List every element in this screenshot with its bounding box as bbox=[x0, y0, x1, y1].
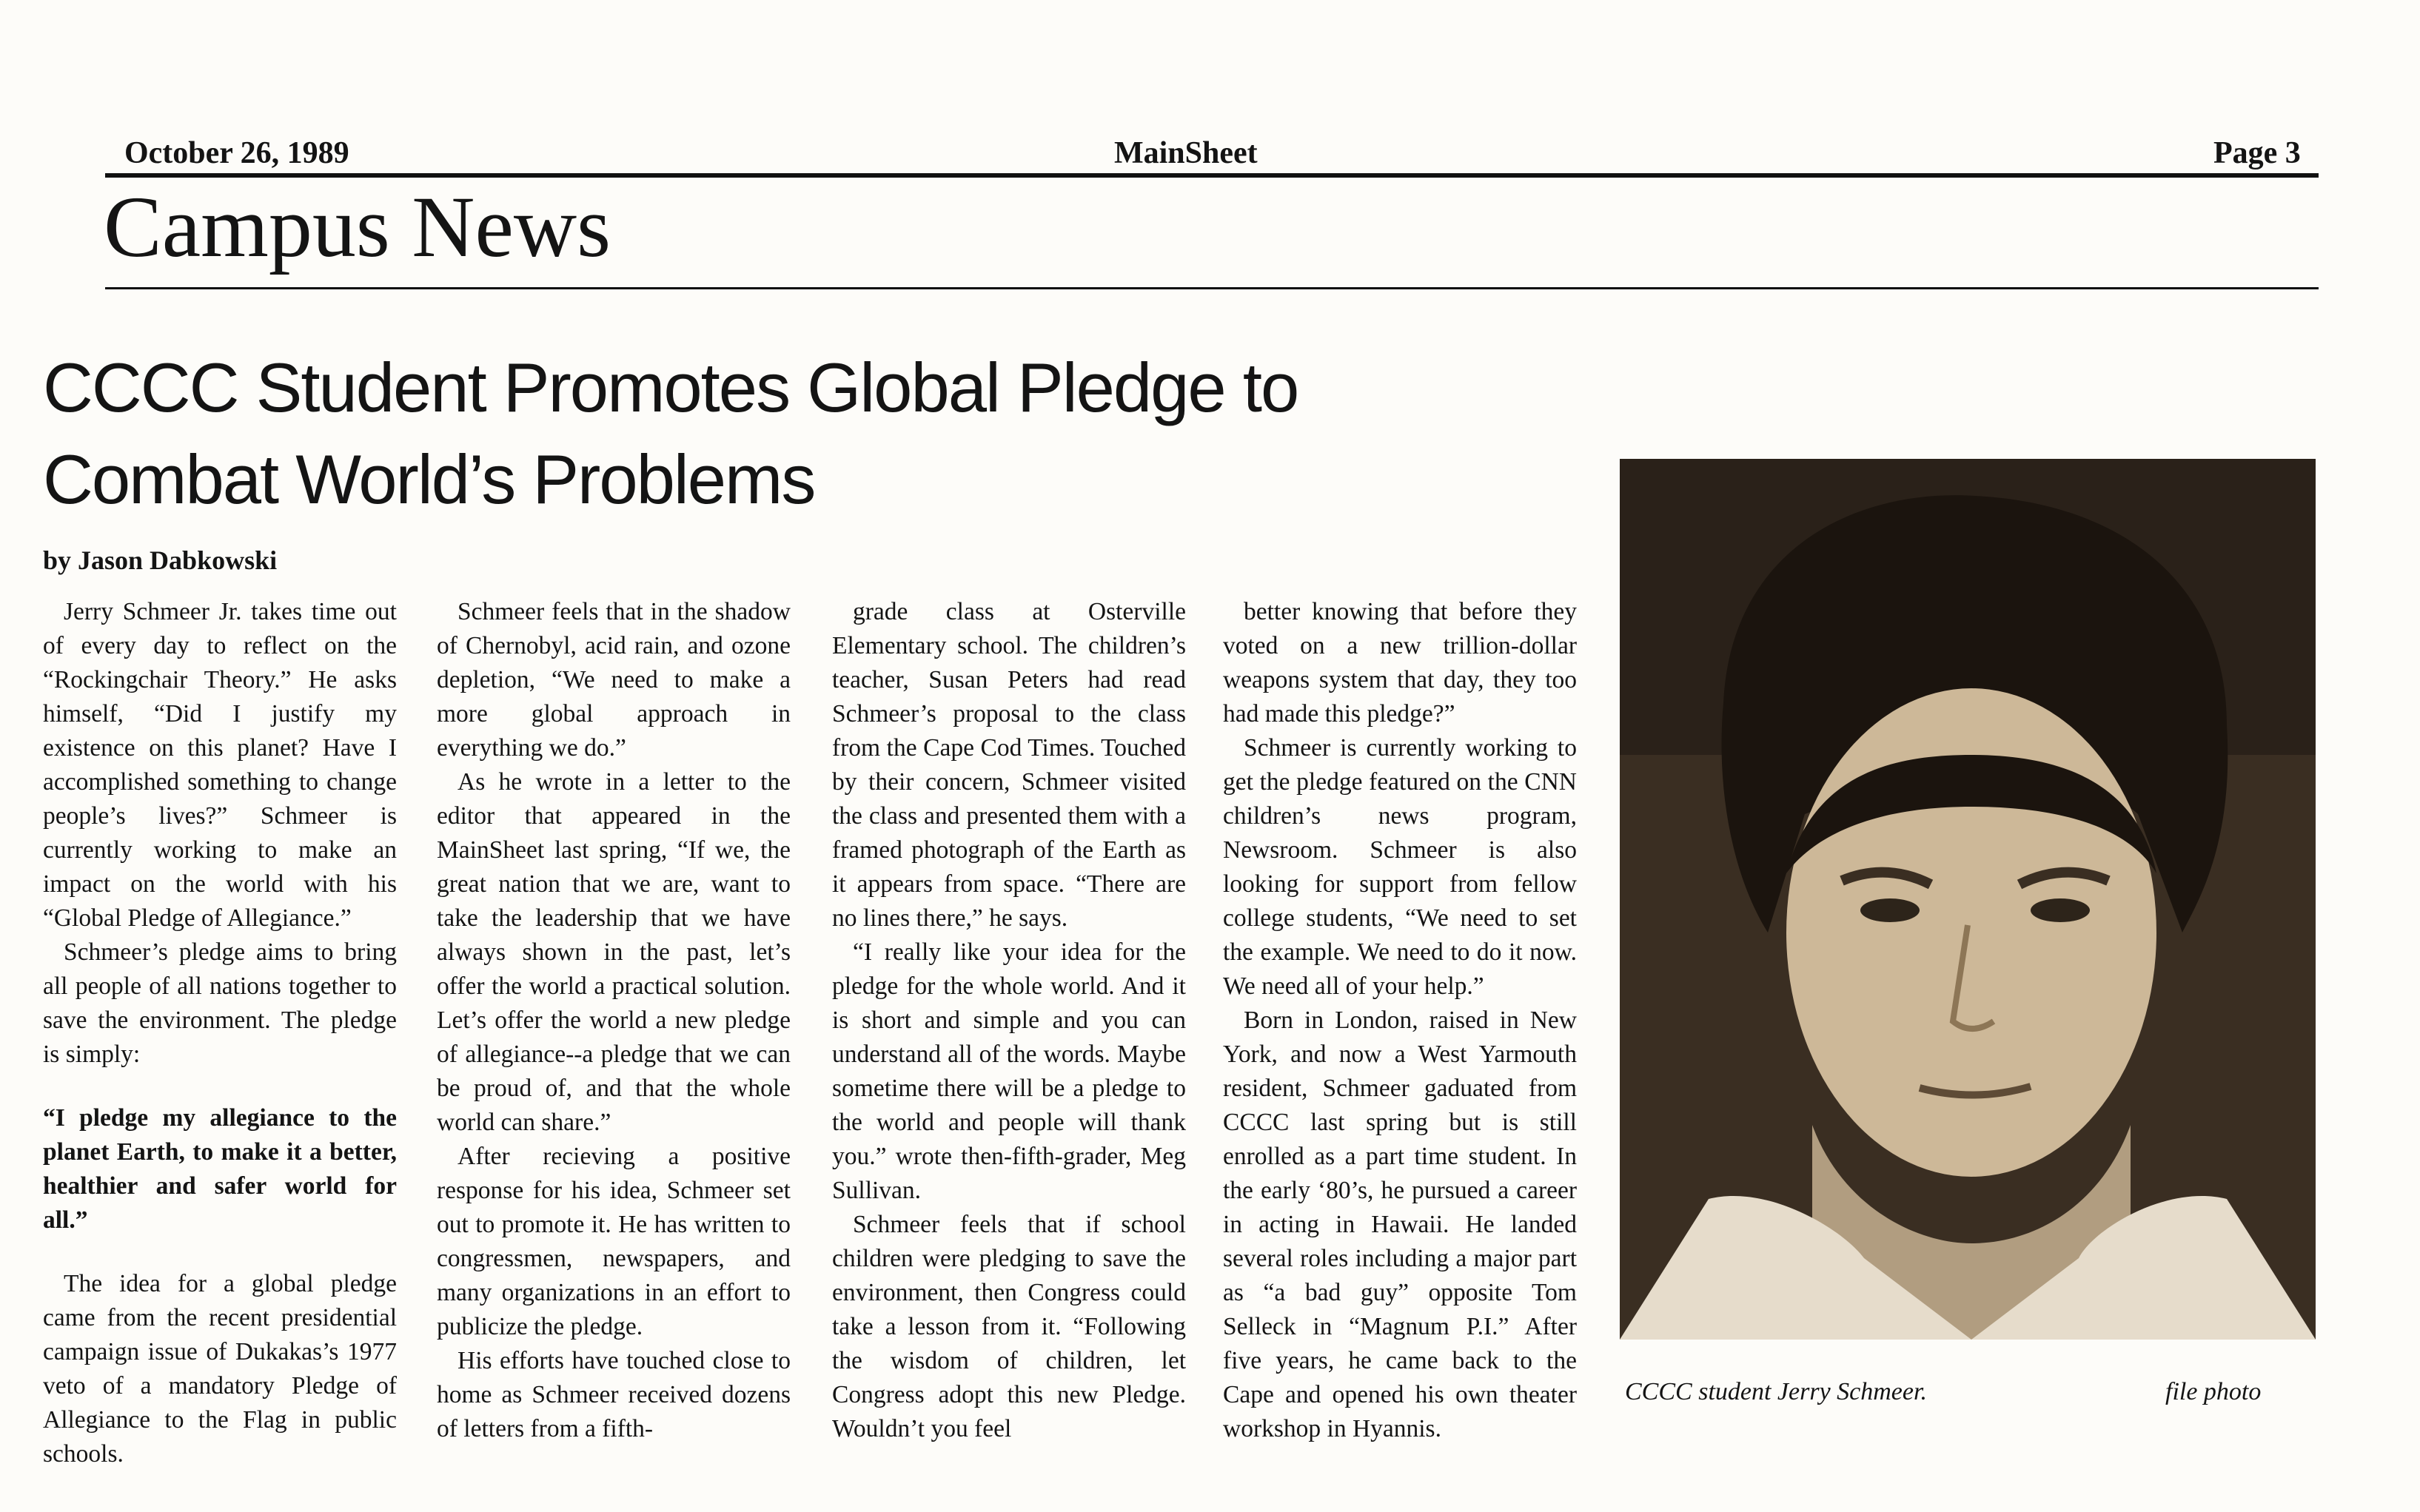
paragraph: Jerry Schmeer Jr. takes time out of every day to reflect on the “Rockingchair Theory.” He asks himself, “Did I justify my existence on this planet? Have I accomplished something to change people’s lives?” Schmeer is currently working to make an impact on the world with his “Global Pledge of Allegiance.” bbox=[43, 598, 397, 932]
issue-date: October 26, 1989 bbox=[124, 136, 349, 170]
paragraph: Schmeer feels that in the shadow of Chernobyl, acid rain, and ozone depletion, “We need to make a more global approach in everything we do.” bbox=[437, 598, 791, 762]
article-column-4 bbox=[1223, 595, 1577, 1505]
headline-line-1: CCCC Student Promotes Global Pledge to bbox=[43, 349, 1298, 426]
paragraph: Schmeer feels that if school children were pledging to save the environment, then Congress could take a lesson from it. “Following the wisdom of children, let Congress adopt this new Pledge. Wouldn’t you feel bbox=[832, 1211, 1186, 1442]
article-column-3 bbox=[832, 595, 1186, 1505]
masthead bbox=[0, 0, 2420, 275]
paragraph: “I really like your idea for the pledge for the whole world. And it is short and simple and you can understand all of the words. Maybe sometime there will be a pledge to the world and people will thank you.” wrote then-fifth-grader, Meg Sullivan. bbox=[832, 938, 1186, 1204]
paragraph: grade class at Osterville Elementary school. The children’s teacher, Susan Peters had read Schmeer’s proposal to the class from the Cape Cod Times. Touched by their concern, Schmeer visited the class and presented them with a framed photograph of the Earth as it appears from space. “There are no lines there,” he says. bbox=[832, 598, 1186, 932]
photo-credit: file photo bbox=[2165, 1378, 2262, 1405]
article-headline bbox=[43, 342, 1561, 525]
paragraph: As he wrote in a letter to the editor that appeared in the MainSheet last spring, “If we, the great nation that we are, want to take the leadership that we have always shown in the past, let’s offer the world a practical solution. Let’s offer the world a new pledge of allegiance--a pledge that we can be proud of, and that the whole world can share.” bbox=[437, 768, 791, 1136]
article-column-1 bbox=[43, 595, 397, 1505]
headline-line-2: Combat World’s Problems bbox=[43, 440, 815, 518]
paragraph: His efforts have touched close to home as Schmeer received dozens of letters from a fifth- bbox=[437, 1347, 791, 1442]
article-column-2 bbox=[437, 595, 791, 1505]
pledge-quote: “I pledge my allegiance to the planet Earth, to make it a better, healthier and safer world for all.” bbox=[43, 1104, 397, 1234]
newspaper-name: MainSheet bbox=[1114, 136, 1258, 170]
byline: by Jason Dabkowski bbox=[43, 545, 278, 575]
paragraph: The idea for a global pledge came from the recent presidential campaign issue of Dukakas’s 1977 veto of a mandatory Pledge of Allegiance to the Flag in public schools. bbox=[43, 1270, 397, 1468]
paragraph: Schmeer is currently working to get the pledge featured on the CNN children’s news program, Newsroom. Schmeer is also looking for support from fellow college students, “We need to set the example. We need to do it now. We need all of your help.” bbox=[1223, 734, 1577, 1000]
section-title: Campus News bbox=[104, 178, 611, 275]
section-rule bbox=[105, 287, 2319, 289]
portrait-illustration bbox=[1620, 459, 2316, 1340]
paragraph: Born in London, raised in New York, and now a West Yarmouth resident, Schmeer gaduated from CCCC last spring but is still enrolled as a part time student. In the early ‘80’s, he pursued a career in acting in Hawaii. He landed several roles including a major part as “a bad guy” opposite Tom Selleck in “Magnum P.I.” After five years, he came back to the Cape and opened his own theater workshop in Hyannis. bbox=[1223, 1007, 1577, 1442]
paragraph: Schmeer’s pledge aims to bring all people of all nations together to save the environment. The pledge is simply: bbox=[43, 938, 397, 1068]
page-number: Page 3 bbox=[2213, 136, 2301, 170]
paragraph: better knowing that before they voted on a new trillion-dollar weapons system that day, they too had made this pledge?” bbox=[1223, 598, 1577, 728]
paragraph: After recieving a positive response for his idea, Schmeer set out to promote it. He has written to congressmen, newspapers, and many organizations in an effort to publicize the pledge. bbox=[437, 1143, 791, 1340]
photo-caption: CCCC student Jerry Schmeer. bbox=[1625, 1378, 1927, 1405]
portrait-photo bbox=[1620, 459, 2316, 1340]
